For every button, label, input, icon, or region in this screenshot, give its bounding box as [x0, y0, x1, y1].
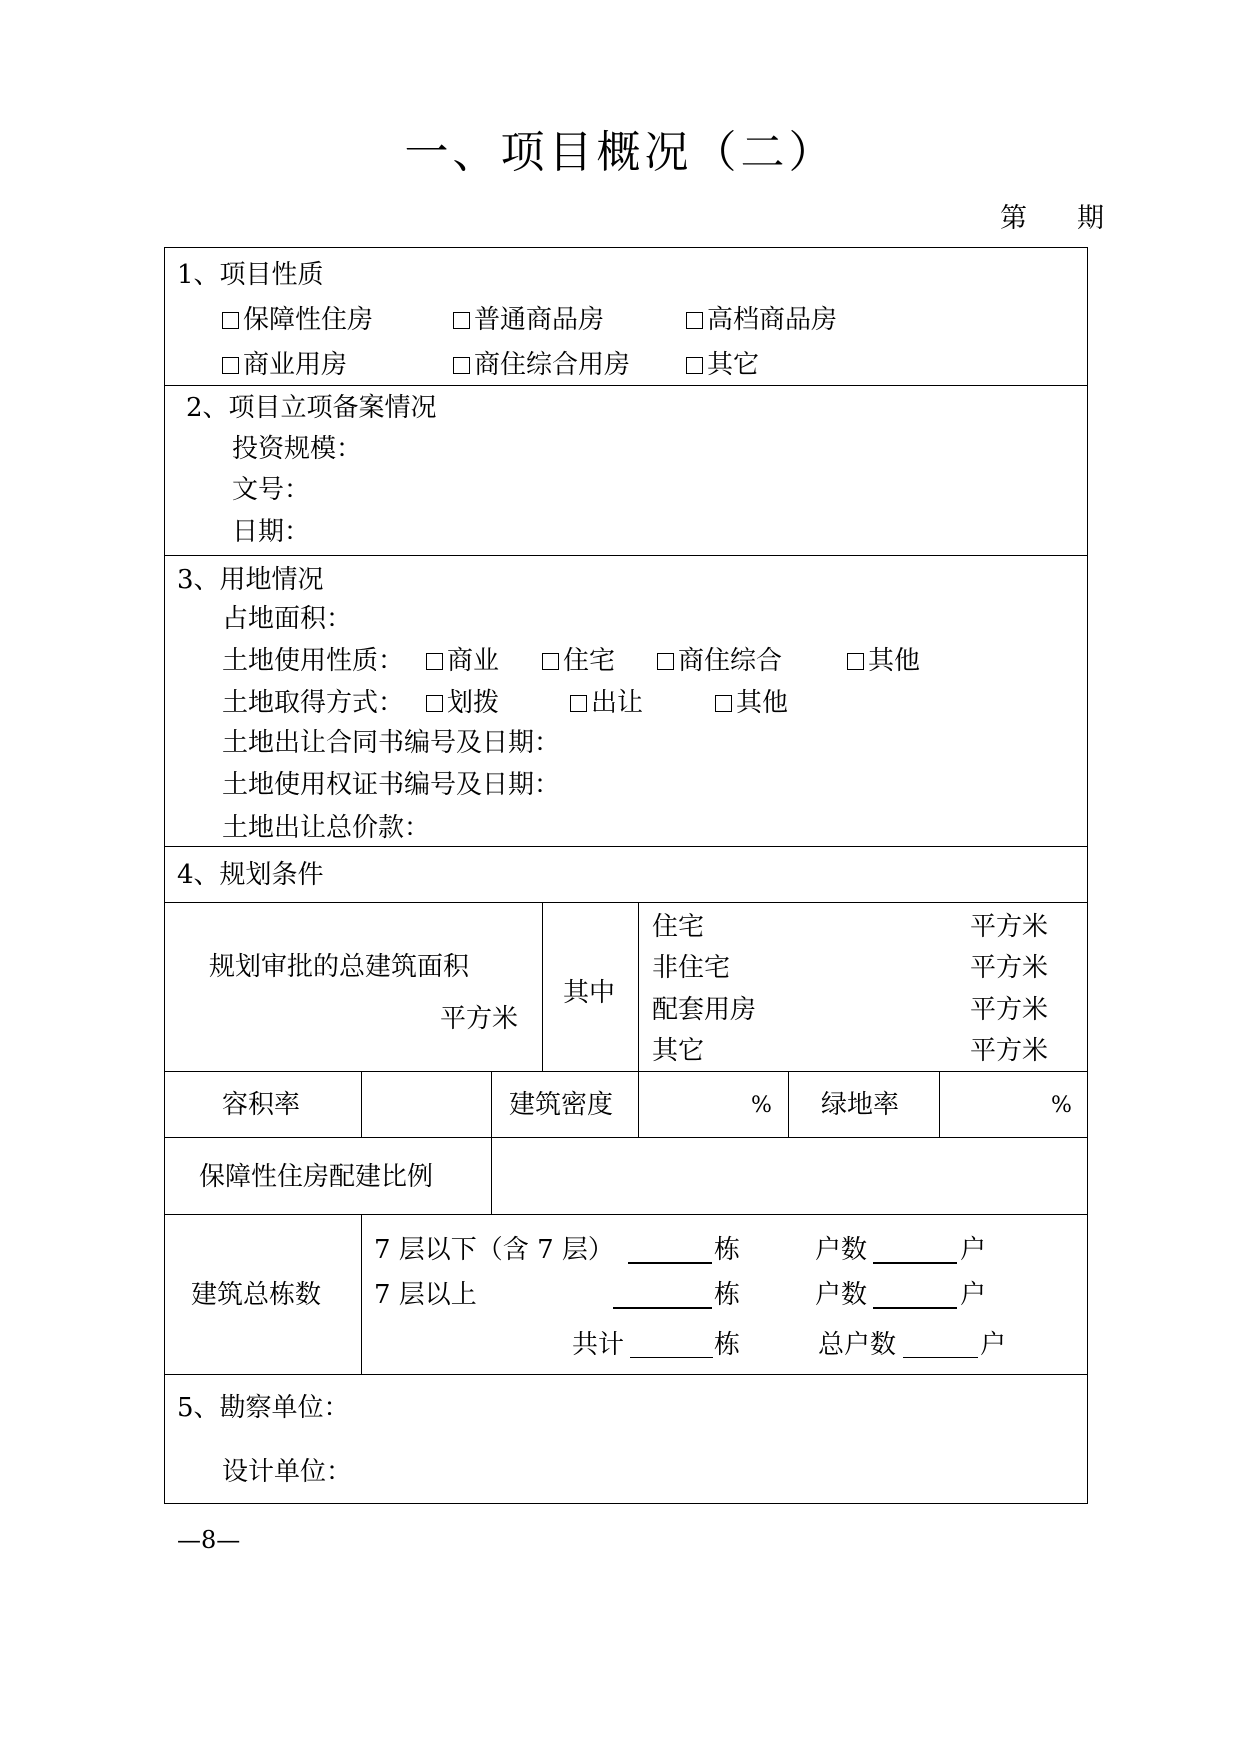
- above-7-hu[interactable]: 户: [960, 1280, 987, 1310]
- land-use-mixed[interactable]: 商住综合: [657, 646, 782, 676]
- checkbox-icon[interactable]: [686, 312, 703, 329]
- below-7-label: 7 层以下（含 7 层）: [374, 1235, 614, 1265]
- checkbox-icon[interactable]: [686, 357, 703, 374]
- checkbox-icon[interactable]: [222, 312, 239, 329]
- land-acquire-label: 土地取得方式：: [222, 688, 405, 718]
- above-7-label: 7 层以上: [374, 1280, 477, 1310]
- land-area-field[interactable]: 占地面积：: [222, 604, 353, 634]
- checkbox-icon[interactable]: [453, 357, 470, 374]
- residential-area-unit[interactable]: 平方米: [970, 912, 1049, 942]
- option-affordable-housing[interactable]: 保障性住房: [222, 305, 373, 335]
- above-7-households: 户数: [815, 1280, 868, 1310]
- s1-heading: 1、项目性质: [177, 260, 324, 290]
- checkbox-icon[interactable]: [847, 653, 864, 670]
- checkbox-icon[interactable]: [542, 653, 559, 670]
- green-ratio-percent[interactable]: %: [1051, 1093, 1072, 1118]
- density-percent[interactable]: %: [751, 1093, 772, 1118]
- option-other-type[interactable]: 其它: [686, 350, 759, 380]
- s2-heading: 2、项目立项备案情况: [186, 393, 437, 423]
- page-number: —8—: [177, 1526, 241, 1554]
- total-area-label: 规划审批的总建筑面积: [209, 952, 470, 982]
- option-high-end-commercial[interactable]: 高档商品房: [686, 305, 837, 335]
- acquire-other[interactable]: 其他: [715, 688, 788, 718]
- green-ratio-label: 绿地率: [821, 1090, 900, 1120]
- survey-unit-field[interactable]: 5、勘察单位：: [177, 1393, 350, 1423]
- total-households-label: 总户数: [818, 1330, 897, 1360]
- total-dong[interactable]: 栋: [714, 1330, 741, 1360]
- non-residential-area-unit[interactable]: 平方米: [970, 953, 1049, 983]
- acquire-transfer[interactable]: 出让: [570, 688, 643, 718]
- other-area-label: 其它: [652, 1036, 705, 1066]
- checkbox-icon[interactable]: [657, 653, 674, 670]
- s3-heading: 3、用地情况: [177, 565, 324, 595]
- page-title: 一、项目概况（二）: [404, 127, 837, 178]
- checkbox-icon[interactable]: [453, 312, 470, 329]
- land-use-residential[interactable]: 住宅: [542, 646, 615, 676]
- checkbox-icon[interactable]: [715, 695, 732, 712]
- issue-suffix: 期: [1077, 203, 1104, 234]
- other-area-unit[interactable]: 平方米: [970, 1036, 1049, 1066]
- total-area-unit: 平方米: [440, 1004, 519, 1034]
- buildings-label: 建筑总栋数: [191, 1280, 322, 1310]
- affordable-ratio-label: 保障性住房配建比例: [199, 1162, 434, 1192]
- supporting-area-label: 配套用房: [652, 995, 757, 1025]
- supporting-area-unit[interactable]: 平方米: [970, 995, 1049, 1025]
- s4-heading: 4、规划条件: [177, 860, 324, 890]
- far-label: 容积率: [222, 1090, 301, 1120]
- investment-scale-field[interactable]: 投资规模：: [232, 434, 363, 464]
- land-price-field[interactable]: 土地出让总价款：: [222, 813, 431, 843]
- land-use-other[interactable]: 其他: [847, 646, 920, 676]
- below-7-households: 户数: [815, 1235, 868, 1265]
- non-residential-area-label: 非住宅: [652, 953, 731, 983]
- below-7-dong[interactable]: 栋: [714, 1235, 741, 1265]
- land-contract-field[interactable]: 土地出让合同书编号及日期：: [222, 728, 561, 758]
- among-label: 其中: [563, 978, 616, 1008]
- filing-date-field[interactable]: 日期：: [232, 517, 311, 547]
- option-ordinary-commercial[interactable]: 普通商品房: [453, 305, 604, 335]
- acquire-allocation[interactable]: 划拨: [426, 688, 499, 718]
- checkbox-icon[interactable]: [570, 695, 587, 712]
- design-unit-field[interactable]: 设计单位：: [222, 1457, 353, 1487]
- total-label: 共计: [572, 1330, 625, 1360]
- checkbox-icon[interactable]: [426, 653, 443, 670]
- option-commercial-use[interactable]: 商业用房: [222, 350, 347, 380]
- above-7-dong[interactable]: 栋: [714, 1280, 741, 1310]
- issue-number: [1000, 196, 1104, 235]
- density-label: 建筑密度: [509, 1090, 614, 1120]
- option-mixed-use[interactable]: 商住综合用房: [453, 350, 630, 380]
- below-7-hu[interactable]: 户: [960, 1235, 987, 1265]
- document-number-field[interactable]: 文号：: [232, 475, 311, 505]
- checkbox-icon[interactable]: [222, 357, 239, 374]
- residential-area-label: 住宅: [652, 912, 705, 942]
- issue-prefix: 第: [1000, 203, 1027, 234]
- land-use-commercial[interactable]: 商业: [426, 646, 499, 676]
- checkbox-icon[interactable]: [426, 695, 443, 712]
- total-hu[interactable]: 户: [980, 1330, 1007, 1360]
- land-certificate-field[interactable]: 土地使用权证书编号及日期：: [222, 770, 561, 800]
- land-use-nature-label: 土地使用性质：: [222, 646, 405, 676]
